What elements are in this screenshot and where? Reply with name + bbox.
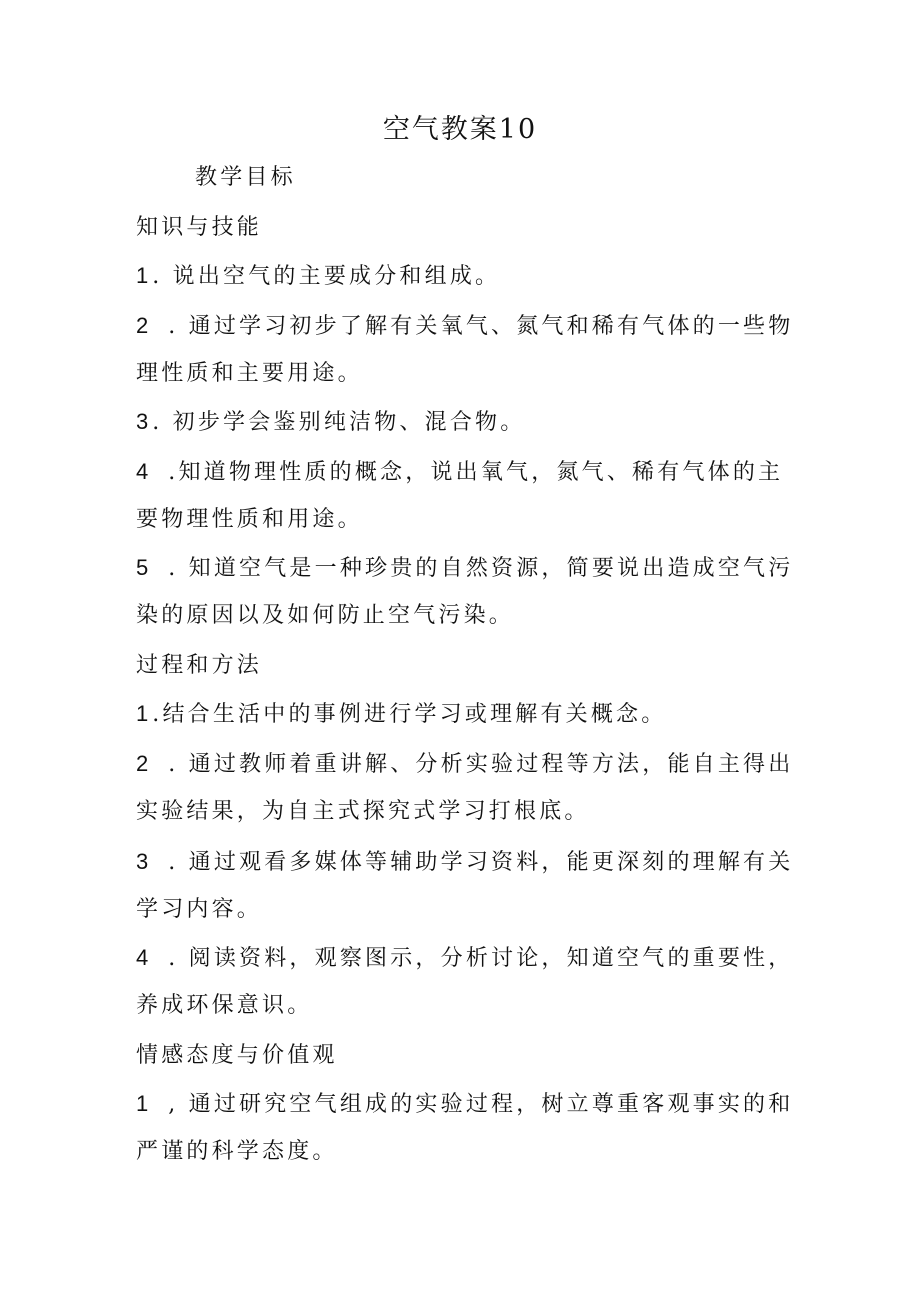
item-number: 4 xyxy=(136,945,149,970)
list-item xyxy=(136,310,793,343)
list-item-continuation: 学习内容。 xyxy=(136,897,263,922)
list-item xyxy=(136,552,793,585)
list-item xyxy=(136,456,783,489)
list-item xyxy=(136,1088,793,1121)
item-number: 2 xyxy=(136,313,149,338)
list-item xyxy=(136,406,525,439)
item-text: , 通过研究空气组成的实验过程，树立尊重客观事实的和 xyxy=(168,1092,794,1117)
list-item-continuation: 要物理性质和用途。 xyxy=(136,507,363,532)
item-text: . 知道空气是一种珍贵的自然资源，简要说出造成空气污 xyxy=(168,556,794,581)
section-heading-teaching-goals: 教学目标 xyxy=(195,165,296,190)
item-number: 2 xyxy=(136,751,149,776)
item-number: 3 xyxy=(136,849,149,874)
list-item xyxy=(136,846,793,879)
item-text: . 通过学习初步了解有关氧气、氮气和稀有气体的一些物 xyxy=(168,314,794,339)
item-text: .知道物理性质的概念，说出氧气，氮气、稀有气体的主 xyxy=(168,460,784,485)
list-item xyxy=(136,942,793,975)
list-item-continuation: 理性质和主要用途。 xyxy=(136,361,363,386)
item-text: .结合生活中的事例进行学习或理解有关概念。 xyxy=(152,702,667,727)
item-number: 5 xyxy=(136,555,149,580)
section-heading-knowledge: 知识与技能 xyxy=(136,215,263,240)
section-heading-attitude: 情感态度与价值观 xyxy=(136,1043,338,1068)
document-title: 空气教案10 xyxy=(382,114,538,145)
item-number: 1 xyxy=(136,701,149,726)
item-text: . 通过观看多媒体等辅助学习资料，能更深刻的理解有关 xyxy=(168,850,794,875)
list-item xyxy=(136,748,793,781)
list-item-continuation: 实验结果，为自主式探究式学习打根底。 xyxy=(136,799,590,824)
list-item xyxy=(136,698,666,731)
item-text: . 初步学会鉴别纯洁物、混合物。 xyxy=(152,410,526,435)
list-item-continuation: 养成环保意识。 xyxy=(136,993,313,1018)
section-heading-process: 过程和方法 xyxy=(136,653,263,678)
item-number: 1 xyxy=(136,263,149,288)
list-item xyxy=(136,260,500,293)
list-item-continuation: 染的原因以及如何防止空气污染。 xyxy=(136,603,515,628)
item-number: 1 xyxy=(136,1091,149,1116)
list-item-continuation: 严谨的科学态度。 xyxy=(136,1139,338,1164)
item-text: . 阅读资料，观察图示，分析讨论，知道空气的重要性， xyxy=(168,946,794,971)
item-number: 4 xyxy=(136,459,149,484)
item-text: . 说出空气的主要成分和组成。 xyxy=(152,264,501,289)
item-number: 3 xyxy=(136,409,149,434)
item-text: . 通过教师着重讲解、分析实验过程等方法，能自主得出 xyxy=(168,752,794,777)
